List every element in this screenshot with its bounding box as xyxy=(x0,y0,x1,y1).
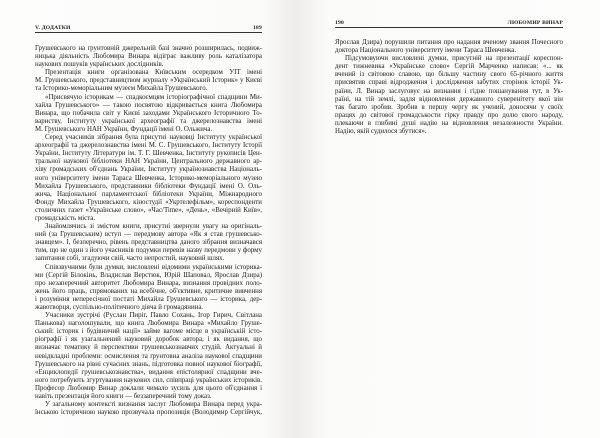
text-line: «Енциклопедії грушевськознавства», видання епістолярної спадщини вче- xyxy=(35,368,262,376)
text-line: Ярослав Дзира) порушили питання про надання вченому звання Почесного xyxy=(335,39,563,46)
paragraph xyxy=(35,264,262,313)
text-line: їнською історичною наукою прозвучала пропозиція (Володимир Сергійчук, xyxy=(35,409,262,417)
text-line: та Історико-меморіальним музеєм Михайла Грушевського. xyxy=(35,85,208,93)
text-line: М. Грушевського, представництвом журналу «Український Історик» у Києві xyxy=(35,77,262,85)
text-line: У загальному контексті визнання заслуг Любомира Винара перед укра- xyxy=(45,401,262,409)
text-line: тим, що не один з його учасників подумки перевів назву передмови у форму xyxy=(35,247,262,255)
text-line: археографії та джерелознавства імені М. С. Грушевського, Інституту Історії xyxy=(35,142,262,150)
text-line: ський: історик і будівничий нації» займе вагоме місце в українській істо- xyxy=(35,328,262,336)
text-line: Грушевського на рівні сучасних знань, підготовка повної наукової біографії, xyxy=(35,360,262,368)
text-line: громадськість міста. xyxy=(35,214,96,222)
left-page xyxy=(0,0,298,438)
text-line: Знайомлячись зі змістом книги, присутні звернули увагу на оригіналь- xyxy=(45,223,262,231)
text-line: ного університету імени Тараса Шевченка, Історико-меморіального музею xyxy=(35,174,262,182)
text-line: так багато зробив. Зробив в першу чергу як учений, доносячи у своїх xyxy=(335,103,563,111)
text-line: раїни, Л. Винар заслуговує на визнання і гідне пошанування тут, в Ук- xyxy=(335,87,563,95)
text-line: столичних газет «Українське слово», «Час/Time», «День», «Вечірній Київ», xyxy=(35,206,262,214)
text-line: ницька діяльність Любомира Винара відіграє важливу роль каталізатора xyxy=(35,53,262,61)
text-line: жень його праць, спрямованих на всебічне, об'єктивне, критичне вивчення xyxy=(35,287,262,295)
paragraph xyxy=(35,401,262,417)
text-line: Винара, що побачила світ у Києві заходами Українського Історичного То- xyxy=(35,109,262,117)
text-line: Презентація книги організована Київським осередком УІТ імені xyxy=(45,69,262,77)
text-line: знавцем». І, безперечно, рівень представництва даного зібрання визначався xyxy=(35,239,262,247)
paragraph xyxy=(35,134,262,223)
text-line: ріографії і як узагальнений науковий доробок автора, і як видання, що xyxy=(35,336,262,344)
text-line: Серед учасників зібрання була присутні науковці Інституту української xyxy=(45,134,262,142)
text-line: Учасники зустрічі (Руслан Пиріг, Павло Сохань, Ігор Гирич, Світлана xyxy=(45,312,262,320)
paragraph xyxy=(35,69,262,93)
text-line: раїні, на тій землі, задля відновлення державного суверенітету якої він xyxy=(335,95,563,103)
text-line: Підсумовуючи висловлені думки, присутній на презентації кореспон- xyxy=(345,55,563,63)
text-line: Грушевського на ґрунтовній джерельній базі значно розширилась, подвиж- xyxy=(35,45,262,52)
paragraph xyxy=(35,94,262,134)
text-line: М. Грушевського НАН України, Фундації імені О. Ольжича. xyxy=(35,125,213,133)
text-line: України, Інституту Літератури ім. Т. Г. Шевченка, Інституту рукописів Цен- xyxy=(35,150,262,158)
text-line: невідкладні проблеми: осмислення та ґрунтовна аналіза наукової спадщини xyxy=(35,352,262,360)
text-line: наукових пошуків українських дослідників. xyxy=(35,61,164,69)
text-line: Михайла Грушевського, представники бібліотеки Фундації імені О. Оль- xyxy=(35,182,262,190)
right-page xyxy=(298,0,600,438)
text-line: доктора Національного університету імени Тараса Шевченка. xyxy=(335,47,517,55)
right-running-header xyxy=(335,17,563,28)
text-line: присвятив справі відродження і дослідження забутих сторінок історії Ук- xyxy=(335,79,563,87)
left-page-body xyxy=(35,45,262,417)
paragraph xyxy=(35,223,262,263)
paragraph xyxy=(335,55,563,136)
paragraph xyxy=(335,39,563,55)
text-line: тральної наукової бібліотеки НАН України, Центрального державного ар- xyxy=(35,158,262,166)
text-line: Професор Любомир Винар доклали чимало зусиль для цього об'єднання і xyxy=(35,384,262,392)
text-line: вчений із світовою славою, що більшу частину свого 65-річного життя xyxy=(335,71,563,79)
text-line: ми (Сергій Білокінь, Владислав Верстюк, Юрій Шаповал, Ярослав Дзира) xyxy=(35,271,262,279)
text-line: про незаперечний авторитет Любомира Винара, визнання провідних поло- xyxy=(35,279,262,287)
text-line: визначає тематику й перспективи грушевськознавчих студій. Актуальні й xyxy=(35,344,262,352)
left-running-header xyxy=(35,22,262,33)
page-number: 190 xyxy=(335,20,344,26)
text-line: Фонду Михайла Грушевського, кіностудії «Укртелефільм», кореспонденти xyxy=(35,198,262,206)
running-head: V. ДОДАТКИ xyxy=(35,25,71,31)
text-line: запитання собі, згадуючи свій, часто непростий, науковий шлях. xyxy=(35,255,225,263)
text-line: вариству, Інституту української археографії та джерелознавства імені xyxy=(35,117,262,125)
text-line: жавотворця, суспільно-політичного діяча й громадянина. xyxy=(35,304,204,311)
text-line: дент тижневика «Українське слово» Сергій Марченко написав: «... як xyxy=(335,63,563,71)
right-page-body xyxy=(335,39,563,136)
text-line: ний (за Грушевським) вступ — передмову автора «Як я став грушевсько- xyxy=(35,231,262,239)
text-line: ного потребують згуртування наукових сил, співпраці українських істориків. xyxy=(35,376,262,384)
running-head: ЛЮБОМИР ВИНАР xyxy=(507,20,563,26)
text-line: «Присвячую історикам — спадкоємцям історіографічної спадщини Ми- xyxy=(45,93,262,101)
page-number: 189 xyxy=(253,25,262,31)
text-line: Співзвучними були думки, висловлені відомими українськими історика- xyxy=(45,263,262,271)
text-line: працях до світової громадськости гірку правду про долю свого народу, xyxy=(335,111,563,119)
paragraph xyxy=(35,45,262,69)
text-line: Панькова) наголошували, що книга Любомира Винара «Михайло Груше- xyxy=(35,320,262,328)
text-line: жича, Національної парламентської бібліотеки України, Міжнародного xyxy=(35,190,262,198)
text-line: хайла Грушевського» — такою посвятою відкривається книга Любомира xyxy=(35,101,262,109)
text-line: і розуміння непересічної постаті Михайла Грушевського — історика, дер- xyxy=(35,295,262,303)
text-line: хіву громадських об'єднань України, Інституту українознавства Національ- xyxy=(35,166,262,174)
text-line: Надію, якій судилося збутися». xyxy=(335,128,427,136)
paragraph xyxy=(35,312,262,401)
text-line: навіть презентація його книги — беззаперечний тому доказ. xyxy=(35,393,212,401)
text-line: плекаючи в глибині душі надію на відновлення незалежности України. xyxy=(335,119,563,127)
